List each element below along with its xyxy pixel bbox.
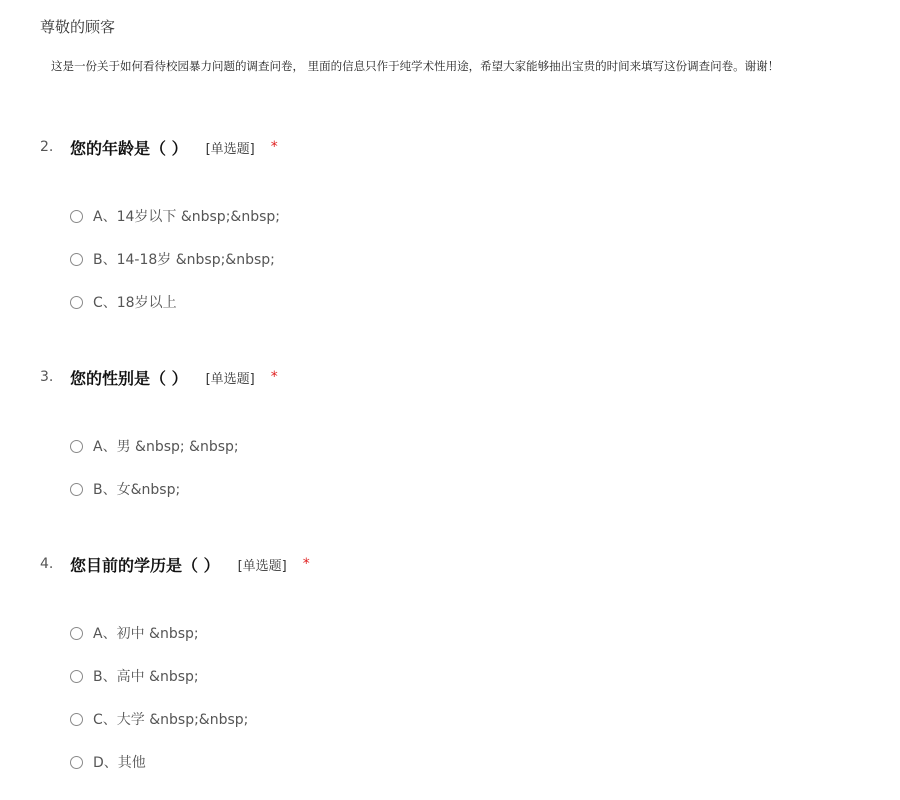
radio-button-icon[interactable] <box>70 483 83 496</box>
survey-greeting: 尊敬的顾客 <box>40 18 116 36</box>
option-age-c[interactable] <box>70 292 177 312</box>
option-label: A、14岁以下 &nbsp;&nbsp; <box>93 209 280 225</box>
radio-button-icon[interactable] <box>70 756 83 769</box>
option-education-b[interactable] <box>70 666 199 686</box>
question-type: [单选题] <box>237 558 287 574</box>
option-label: C、18岁以上 <box>93 295 177 311</box>
radio-button-icon[interactable] <box>70 210 83 223</box>
required-marker: * <box>302 556 310 572</box>
radio-button-icon[interactable] <box>70 253 83 266</box>
option-label: B、女&nbsp; <box>93 482 181 498</box>
question-number: 4. <box>40 556 54 572</box>
question-number: 2. <box>40 139 54 155</box>
radio-button-icon[interactable] <box>70 670 83 683</box>
question-title: 您目前的学历是（ ） <box>70 555 220 575</box>
question-title: 您的性别是（ ） <box>70 368 188 388</box>
question-header <box>40 136 278 158</box>
option-gender-b[interactable] <box>70 479 180 499</box>
question-number: 3. <box>40 369 54 385</box>
option-age-b[interactable] <box>70 249 275 269</box>
radio-button-icon[interactable] <box>70 713 83 726</box>
radio-button-icon[interactable] <box>70 627 83 640</box>
option-education-a[interactable] <box>70 623 199 643</box>
option-education-c[interactable] <box>70 709 248 729</box>
option-label: A、男 &nbsp; &nbsp; <box>93 439 239 455</box>
question-title: 您的年龄是（ ） <box>70 138 188 158</box>
option-label: D、其他 <box>93 755 146 771</box>
question-header <box>40 553 310 575</box>
radio-button-icon[interactable] <box>70 440 83 453</box>
option-label: B、14-18岁 &nbsp;&nbsp; <box>93 252 275 268</box>
required-marker: * <box>270 369 278 385</box>
question-type: [单选题] <box>205 371 255 387</box>
survey-intro: 这是一份关于如何看待校园暴力问题的调查问卷， 里面的信息只作于纯学术性用途，希望大家能够抽出宝贵的时间来填写这份调查问卷。谢谢！ <box>51 59 780 73</box>
option-label: C、大学 &nbsp;&nbsp; <box>93 712 249 728</box>
option-label: B、高中 &nbsp; <box>93 669 199 685</box>
required-marker: * <box>270 139 278 155</box>
option-gender-a[interactable] <box>70 436 239 456</box>
question-header <box>40 366 278 388</box>
radio-button-icon[interactable] <box>70 296 83 309</box>
option-age-a[interactable] <box>70 206 280 226</box>
question-type: [单选题] <box>205 141 255 157</box>
option-education-d[interactable] <box>70 752 146 772</box>
option-label: A、初中 &nbsp; <box>93 626 199 642</box>
